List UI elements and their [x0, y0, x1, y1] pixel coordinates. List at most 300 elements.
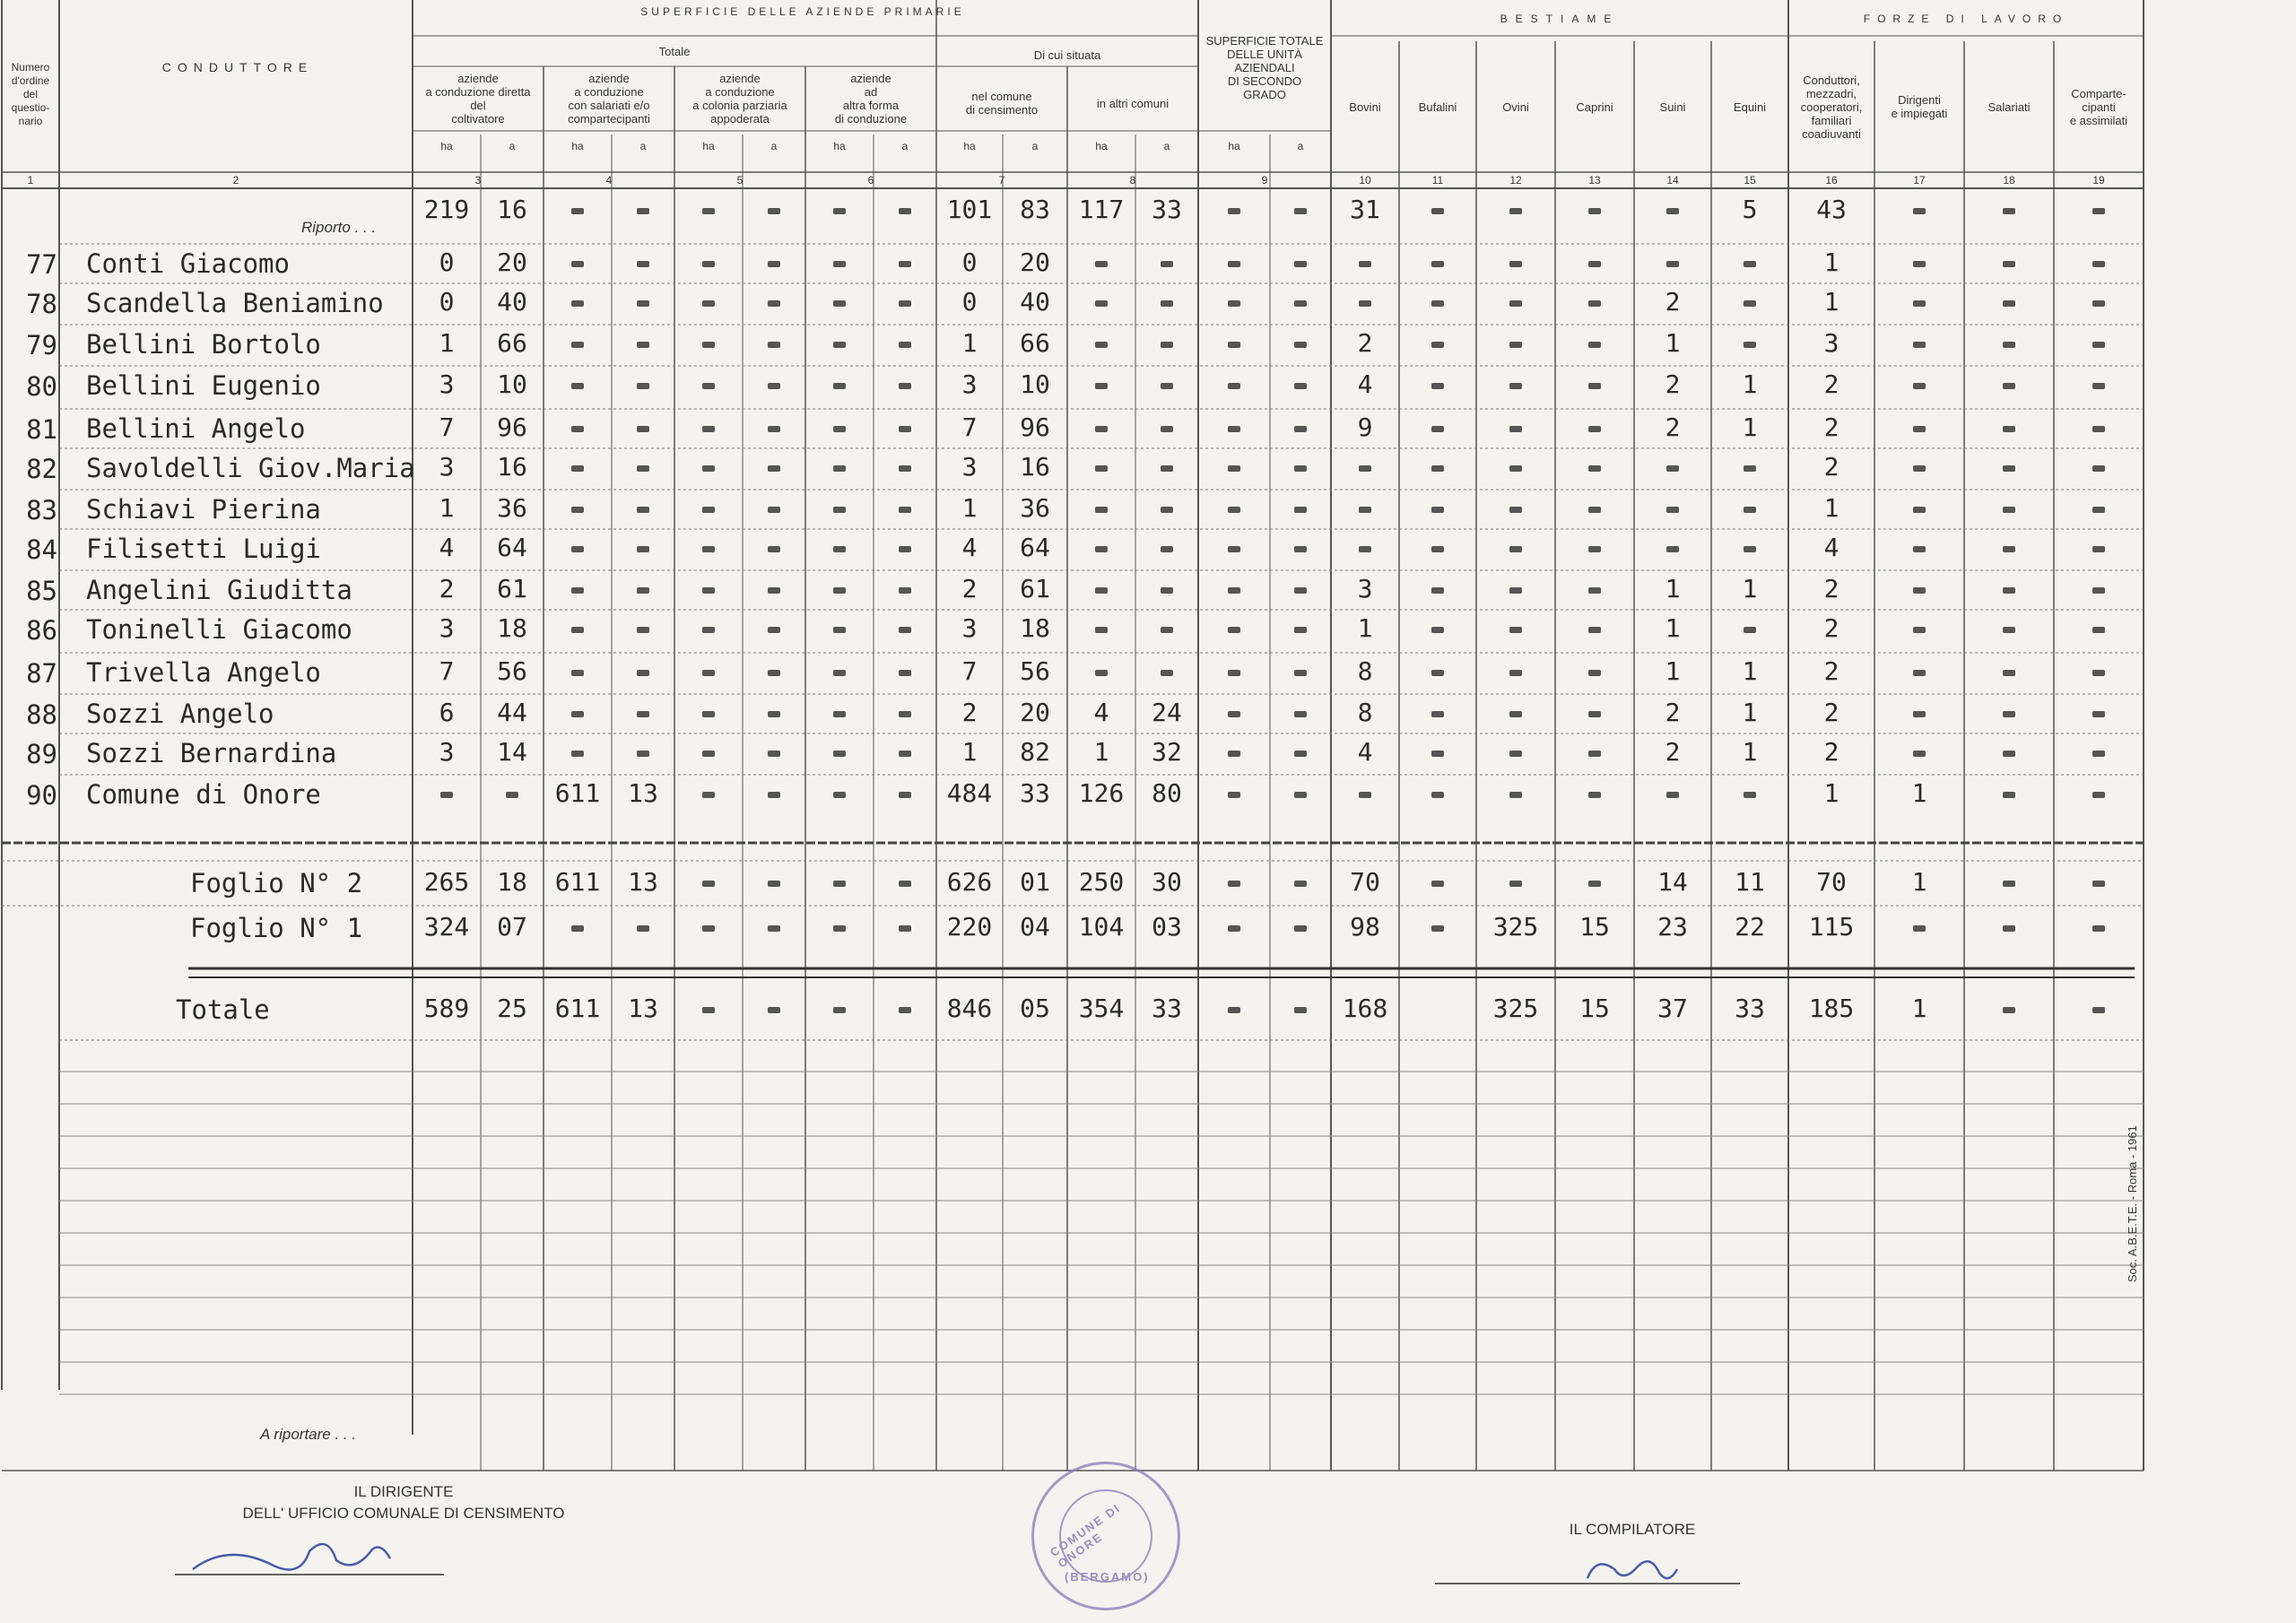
- table-cell: 185: [1808, 994, 1855, 1023]
- table-cell: 13: [628, 778, 658, 808]
- empty-mark: [1913, 627, 1926, 633]
- empty-mark: [1509, 507, 1522, 513]
- empty-mark: [702, 1007, 715, 1013]
- table-cell: 56: [1020, 656, 1050, 686]
- column-number: 19: [2092, 174, 2105, 187]
- empty-mark: [833, 507, 846, 513]
- row-number: 83: [26, 495, 57, 525]
- table-cell: 15: [1579, 912, 1610, 942]
- empty-mark: [1228, 925, 1240, 932]
- table-cell: 1: [439, 328, 455, 358]
- empty-mark: [899, 1007, 911, 1013]
- table-cell: 43: [1816, 195, 1847, 224]
- empty-mark: [899, 507, 911, 513]
- table-cell: 3: [961, 613, 978, 643]
- empty-mark: [1509, 465, 1522, 472]
- empty-mark: [702, 711, 715, 717]
- table-cell: 20: [1020, 247, 1050, 277]
- empty-mark: [2003, 751, 2015, 757]
- empty-mark: [1095, 507, 1108, 513]
- empty-mark: [637, 507, 649, 513]
- empty-mark: [1095, 426, 1108, 432]
- empty-mark: [2092, 208, 2105, 214]
- table-cell: 8: [1357, 656, 1373, 686]
- empty-mark: [833, 426, 846, 432]
- table-cell: 24: [1152, 698, 1182, 727]
- row-number: 77: [26, 249, 57, 280]
- empty-mark: [702, 383, 715, 389]
- empty-mark: [833, 711, 846, 717]
- empty-mark: [1359, 465, 1371, 472]
- row-number: 86: [26, 615, 57, 646]
- conduttore-name: Scandella Beniamino: [86, 288, 384, 318]
- table-cell: 66: [1020, 328, 1050, 358]
- empty-mark: [1509, 342, 1522, 348]
- empty-mark: [1431, 587, 1444, 594]
- table-cell: 484: [946, 778, 993, 808]
- empty-mark: [1588, 587, 1601, 594]
- header-col6: aziende ad altra forma di conduzione: [834, 72, 908, 126]
- empty-mark: [1294, 465, 1307, 472]
- empty-mark: [1913, 711, 1926, 717]
- empty-mark: [1588, 261, 1601, 267]
- unit-label: ha: [963, 140, 976, 152]
- header-bufalini: Bufalini: [1418, 100, 1457, 114]
- empty-mark: [2092, 711, 2105, 717]
- empty-mark: [571, 925, 584, 932]
- table-cell: 1: [1823, 287, 1839, 317]
- empty-mark: [1509, 792, 1522, 798]
- empty-mark: [899, 426, 911, 432]
- empty-mark: [1161, 670, 1173, 676]
- empty-mark: [702, 670, 715, 676]
- empty-mark: [1161, 587, 1173, 594]
- table-cell: 626: [946, 867, 993, 897]
- empty-mark: [768, 627, 780, 633]
- empty-mark: [1161, 546, 1173, 552]
- header-totale: Totale: [658, 44, 691, 58]
- empty-mark: [899, 300, 911, 307]
- empty-mark: [768, 587, 780, 594]
- empty-mark: [2092, 383, 2105, 389]
- column-number: 6: [867, 174, 874, 187]
- table-cell: 70: [1816, 867, 1847, 897]
- empty-mark: [768, 792, 780, 798]
- column-number: 15: [1744, 174, 1756, 187]
- row-number: 84: [26, 534, 57, 565]
- empty-mark: [2003, 711, 2015, 717]
- unit-label: ha: [1228, 140, 1240, 152]
- empty-mark: [571, 261, 584, 267]
- header-conduttore: CONDUTTORE: [161, 59, 314, 74]
- table-cell: 01: [1020, 867, 1050, 897]
- empty-mark: [1509, 426, 1522, 432]
- table-cell: 4: [961, 533, 978, 562]
- row-number: 82: [26, 454, 57, 484]
- empty-mark: [1294, 208, 1307, 214]
- table-cell: 11: [1735, 867, 1765, 897]
- empty-mark: [1588, 627, 1601, 633]
- header-caprini: Caprini: [1576, 100, 1613, 114]
- table-cell: 1: [961, 328, 978, 358]
- empty-mark: [768, 465, 780, 472]
- header-numero-ordine: Numero d'ordine del questio- nario: [11, 60, 50, 127]
- empty-mark: [1161, 300, 1173, 307]
- summary-label: Totale: [176, 994, 270, 1025]
- empty-mark: [1294, 261, 1307, 267]
- table-cell: 2: [1823, 412, 1839, 442]
- empty-mark: [899, 465, 911, 472]
- header-bestiame: BESTIAME: [1500, 12, 1620, 25]
- table-cell: 31: [1350, 195, 1380, 224]
- empty-mark: [2092, 792, 2105, 798]
- empty-mark: [1913, 925, 1926, 932]
- empty-mark: [702, 426, 715, 432]
- empty-mark: [2092, 1007, 2105, 1013]
- empty-mark: [571, 300, 584, 307]
- empty-mark: [1228, 881, 1240, 887]
- table-cell: 18: [497, 613, 527, 643]
- empty-mark: [2003, 670, 2015, 676]
- table-cell: 33: [1152, 195, 1182, 224]
- empty-mark: [1431, 670, 1444, 676]
- table-cell: 5: [1742, 195, 1758, 224]
- empty-mark: [899, 383, 911, 389]
- empty-mark: [1588, 881, 1601, 887]
- empty-mark: [1588, 670, 1601, 676]
- empty-mark: [833, 925, 846, 932]
- empty-mark: [571, 546, 584, 552]
- unit-label: ha: [440, 140, 453, 152]
- table-cell: 2: [1823, 574, 1839, 603]
- empty-mark: [1161, 507, 1173, 513]
- empty-mark: [1294, 925, 1307, 932]
- unit-label: a: [770, 140, 778, 152]
- empty-mark: [2003, 792, 2015, 798]
- table-cell: 70: [1350, 867, 1380, 897]
- empty-mark: [1588, 711, 1601, 717]
- empty-mark: [1913, 342, 1926, 348]
- empty-mark: [1431, 711, 1444, 717]
- empty-mark: [2092, 507, 2105, 513]
- table-cell: 1: [1742, 369, 1758, 399]
- empty-mark: [571, 383, 584, 389]
- empty-mark: [768, 383, 780, 389]
- empty-mark: [702, 465, 715, 472]
- table-cell: 104: [1078, 912, 1125, 942]
- empty-mark: [637, 465, 649, 472]
- table-cell: 33: [1152, 994, 1182, 1023]
- empty-mark: [1666, 507, 1679, 513]
- conduttore-name: Filisetti Luigi: [86, 534, 321, 564]
- empty-mark: [702, 507, 715, 513]
- table-cell: 2: [1665, 412, 1681, 442]
- header-col3: aziende a conduzione diretta del coltivatore: [425, 72, 531, 126]
- table-cell: 66: [497, 328, 527, 358]
- header-forze-lavoro: FORZE DI LAVORO: [1863, 12, 2069, 25]
- row-number: 90: [26, 780, 57, 811]
- column-number: 4: [605, 174, 613, 187]
- empty-mark: [1666, 465, 1679, 472]
- table-cell: 1: [1742, 574, 1758, 603]
- table-cell: 117: [1078, 195, 1125, 224]
- empty-mark: [637, 751, 649, 757]
- table-cell: 14: [497, 737, 527, 767]
- printer-credit: Soc. A.B.E.T.E. - Roma - 1961: [2126, 1125, 2139, 1282]
- empty-mark: [1294, 711, 1307, 717]
- table-cell: 37: [1657, 994, 1688, 1023]
- empty-mark: [1294, 342, 1307, 348]
- empty-mark: [1509, 627, 1522, 633]
- table-cell: 115: [1808, 912, 1855, 942]
- empty-mark: [899, 711, 911, 717]
- empty-mark: [1294, 627, 1307, 633]
- table-cell: 3: [1357, 574, 1373, 603]
- empty-mark: [702, 342, 715, 348]
- empty-mark: [571, 342, 584, 348]
- empty-mark: [1431, 925, 1444, 932]
- table-cell: 2: [1823, 737, 1839, 767]
- empty-mark: [833, 383, 846, 389]
- unit-label: a: [901, 140, 909, 152]
- empty-mark: [1431, 465, 1444, 472]
- empty-mark: [1588, 465, 1601, 472]
- empty-mark: [1294, 383, 1307, 389]
- table-cell: 220: [946, 912, 993, 942]
- empty-mark: [1744, 342, 1756, 348]
- header-col5: aziende a conduzione a colonia parziaria appoderata: [692, 72, 787, 126]
- table-cell: 611: [554, 867, 601, 897]
- empty-mark: [1666, 261, 1679, 267]
- table-cell: 82: [1020, 737, 1050, 767]
- conduttore-name: Bellini Bortolo: [86, 329, 321, 360]
- header-superficie: SUPERFICIE DELLE AZIENDE PRIMARIE: [640, 4, 965, 18]
- empty-mark: [1431, 881, 1444, 887]
- empty-mark: [1509, 383, 1522, 389]
- empty-mark: [1588, 208, 1601, 214]
- empty-mark: [702, 587, 715, 594]
- table-cell: 1: [1823, 778, 1839, 808]
- empty-mark: [2092, 300, 2105, 307]
- column-number: 17: [1913, 174, 1926, 187]
- table-cell: 589: [423, 994, 470, 1023]
- empty-mark: [899, 261, 911, 267]
- empty-mark: [1744, 507, 1756, 513]
- empty-mark: [2092, 670, 2105, 676]
- header-di-cui-situata: Di cui situata: [1033, 48, 1101, 62]
- empty-mark: [899, 587, 911, 594]
- row-number: 85: [26, 576, 57, 606]
- table-cell: 14: [1657, 867, 1688, 897]
- empty-mark: [1294, 300, 1307, 307]
- empty-mark: [637, 208, 649, 214]
- empty-mark: [1431, 300, 1444, 307]
- empty-mark: [1294, 507, 1307, 513]
- empty-mark: [1744, 300, 1756, 307]
- empty-mark: [2092, 465, 2105, 472]
- table-cell: 16: [1020, 452, 1050, 482]
- empty-mark: [768, 546, 780, 552]
- empty-mark: [833, 881, 846, 887]
- empty-mark: [768, 426, 780, 432]
- table-cell: 18: [1020, 613, 1050, 643]
- table-cell: 265: [423, 867, 470, 897]
- empty-mark: [833, 587, 846, 594]
- empty-mark: [1228, 751, 1240, 757]
- table-cell: 2: [1823, 613, 1839, 643]
- empty-mark: [1431, 383, 1444, 389]
- empty-mark: [1294, 670, 1307, 676]
- table-cell: 1: [961, 493, 978, 523]
- empty-mark: [1095, 587, 1108, 594]
- table-cell: 1: [1357, 613, 1373, 643]
- header-conduttori: Conduttori, mezzadri, cooperatori, familiari coadiuvanti: [1800, 73, 1863, 141]
- empty-mark: [440, 792, 453, 798]
- empty-mark: [899, 751, 911, 757]
- empty-mark: [2003, 465, 2015, 472]
- table-cell: 7: [439, 412, 455, 442]
- empty-mark: [833, 546, 846, 552]
- table-cell: 2: [961, 574, 978, 603]
- empty-mark: [1228, 465, 1240, 472]
- empty-mark: [571, 627, 584, 633]
- empty-mark: [1913, 751, 1926, 757]
- empty-mark: [1095, 627, 1108, 633]
- empty-mark: [1095, 546, 1108, 552]
- empty-mark: [506, 792, 518, 798]
- table-cell: 4: [1357, 737, 1373, 767]
- empty-mark: [1228, 711, 1240, 717]
- table-cell: 16: [497, 195, 527, 224]
- table-cell: 1: [1742, 412, 1758, 442]
- empty-mark: [899, 925, 911, 932]
- table-cell: 20: [1020, 698, 1050, 727]
- table-cell: 40: [497, 287, 527, 317]
- column-number: 5: [736, 174, 744, 187]
- empty-mark: [1431, 426, 1444, 432]
- empty-mark: [1431, 261, 1444, 267]
- empty-mark: [1294, 587, 1307, 594]
- empty-mark: [2003, 881, 2015, 887]
- empty-mark: [768, 1007, 780, 1013]
- empty-mark: [1228, 792, 1240, 798]
- table-cell: 96: [497, 412, 527, 442]
- row-number: 80: [26, 371, 57, 402]
- empty-mark: [833, 208, 846, 214]
- table-cell: 4: [1093, 698, 1109, 727]
- table-cell: 10: [497, 369, 527, 399]
- empty-mark: [637, 627, 649, 633]
- empty-mark: [637, 670, 649, 676]
- empty-mark: [571, 465, 584, 472]
- empty-mark: [899, 342, 911, 348]
- table-cell: 1: [1742, 656, 1758, 686]
- table-cell: 1: [1093, 737, 1109, 767]
- table-cell: 33: [1735, 994, 1765, 1023]
- empty-mark: [1359, 546, 1371, 552]
- empty-mark: [833, 342, 846, 348]
- conduttore-name: Comune di Onore: [86, 779, 321, 810]
- empty-mark: [702, 261, 715, 267]
- header-col8: in altri comuni: [1096, 96, 1170, 110]
- column-number: 13: [1588, 174, 1601, 187]
- column-number: 10: [1359, 174, 1371, 187]
- empty-mark: [1294, 751, 1307, 757]
- empty-mark: [1431, 342, 1444, 348]
- empty-mark: [637, 587, 649, 594]
- empty-mark: [702, 792, 715, 798]
- column-number: 18: [2003, 174, 2015, 187]
- summary-label: Foglio N° 1: [190, 913, 363, 943]
- empty-mark: [768, 261, 780, 267]
- table-cell: 324: [423, 912, 470, 942]
- table-cell: 2: [1823, 452, 1839, 482]
- table-cell: 1: [1911, 994, 1927, 1023]
- row-number: 88: [26, 699, 57, 730]
- empty-mark: [702, 627, 715, 633]
- empty-mark: [1359, 261, 1371, 267]
- table-cell: 1: [1665, 328, 1681, 358]
- empty-mark: [2003, 426, 2015, 432]
- empty-mark: [1509, 261, 1522, 267]
- table-cell: 2: [1665, 369, 1681, 399]
- table-cell: 2: [1357, 328, 1373, 358]
- empty-mark: [1431, 792, 1444, 798]
- conduttore-name: Trivella Angelo: [86, 657, 321, 688]
- empty-mark: [1359, 792, 1371, 798]
- riporto-label: Riporto . . .: [301, 219, 377, 236]
- conduttore-name: Schiavi Pierina: [86, 494, 321, 525]
- empty-mark: [2003, 383, 2015, 389]
- empty-mark: [1666, 546, 1679, 552]
- table-cell: 83: [1020, 195, 1050, 224]
- empty-mark: [833, 1007, 846, 1013]
- empty-mark: [571, 426, 584, 432]
- table-cell: 61: [1020, 574, 1050, 603]
- header-dirigenti: Dirigenti e impiegati: [1891, 93, 1948, 120]
- empty-mark: [2092, 426, 2105, 432]
- empty-mark: [833, 300, 846, 307]
- empty-mark: [1228, 670, 1240, 676]
- table-cell: 32: [1152, 737, 1182, 767]
- compilatore-signature: [1435, 1542, 1740, 1605]
- table-cell: 98: [1350, 912, 1380, 942]
- empty-mark: [1228, 342, 1240, 348]
- table-cell: 56: [497, 656, 527, 686]
- empty-mark: [1095, 300, 1108, 307]
- empty-mark: [2092, 627, 2105, 633]
- empty-mark: [571, 670, 584, 676]
- conduttore-name: Conti Giacomo: [86, 248, 290, 279]
- table-cell: 7: [961, 412, 978, 442]
- empty-mark: [1095, 261, 1108, 267]
- empty-mark: [1359, 507, 1371, 513]
- empty-mark: [1913, 546, 1926, 552]
- a-riportare-label: A riportare . . .: [260, 1426, 357, 1443]
- unit-label: a: [509, 140, 516, 152]
- empty-mark: [637, 300, 649, 307]
- column-number: 8: [1129, 174, 1136, 187]
- empty-mark: [1161, 261, 1173, 267]
- table-cell: 18: [497, 867, 527, 897]
- table-cell: 2: [1823, 369, 1839, 399]
- empty-mark: [1913, 587, 1926, 594]
- table-cell: 25: [497, 994, 527, 1023]
- empty-mark: [1431, 546, 1444, 552]
- empty-mark: [1359, 300, 1371, 307]
- empty-mark: [637, 342, 649, 348]
- column-number: 11: [1431, 174, 1444, 187]
